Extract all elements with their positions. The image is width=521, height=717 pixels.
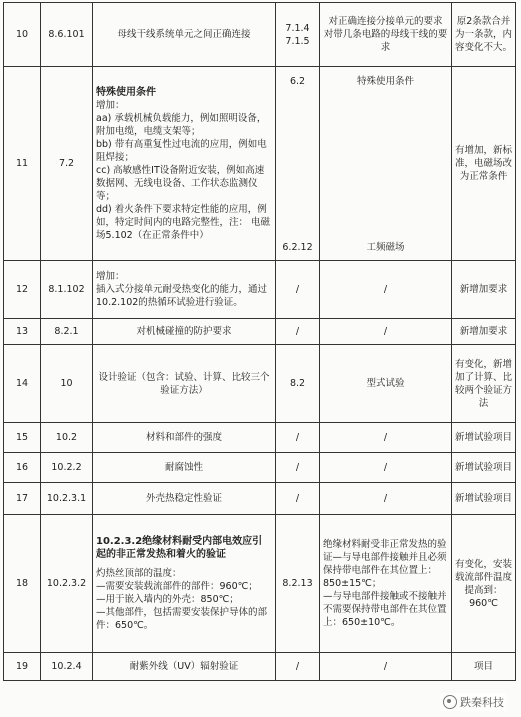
old-content-top: 特殊使用条件: [356, 76, 414, 87]
content-line: bb) 带有高重复性过电流的应用，例如电阻焊接；: [96, 138, 267, 163]
remark: 新增试验项目: [452, 423, 516, 453]
old-content-bottom: 工频磁场: [366, 242, 405, 253]
row-number: 13: [4, 319, 41, 345]
row-number: 17: [4, 483, 41, 515]
remark: 新增加要求: [452, 319, 516, 345]
remark: 有变化，新增加了计算、比较两个验证方法: [452, 345, 516, 423]
new-clause: 8.2.1: [41, 319, 93, 345]
table-row: [4, 3, 516, 67]
new-clause: 7.2: [41, 67, 93, 261]
old-content: /: [320, 453, 452, 483]
content-line: 增加：: [96, 99, 125, 111]
row-number: 10: [4, 3, 41, 67]
old-clause: /: [276, 319, 320, 345]
old-clause-top: 6.2: [289, 76, 306, 87]
row-number: 12: [4, 261, 41, 319]
remark: 项目: [452, 653, 516, 681]
watermark-text: 跌秦科技: [460, 696, 504, 709]
old-clause: /: [276, 261, 320, 319]
content-title: 特殊使用条件: [96, 86, 156, 98]
old-clause: 7.1.4 7.1.5: [276, 3, 320, 67]
remark: 有增加，新标准，电磁场改为正常条件: [452, 67, 516, 261]
row-number: 11: [4, 67, 41, 261]
old-content: [320, 67, 452, 261]
old-content: 型式试验: [320, 345, 452, 423]
new-clause: 10.2.4: [41, 653, 93, 681]
new-content: 外壳热稳定性验证: [93, 483, 276, 515]
table-row: [4, 67, 516, 261]
old-clause: 8.2.13: [276, 515, 320, 653]
new-clause: 10: [41, 345, 93, 423]
table-row: [4, 653, 516, 681]
row-number: 18: [4, 515, 41, 653]
watermark: [440, 693, 507, 711]
new-content: [93, 67, 276, 261]
old-content: 绝缘材料耐受非正常发热的验证—与导电部件接触并且必须保持带电部件在其位置上：850±15℃； —与导电部件接触或不接触并不需要保持带电部件在其位置上：650±10℃。: [320, 515, 452, 653]
content-line: aa) 承载机械负载能力，例如照明设备，附加电缆，电缆支架等；: [96, 112, 267, 137]
new-content: 增加： 插入式分接单元耐受热变化的能力，通过10.2.102的热循环试验进行验证。: [93, 261, 276, 319]
old-content: /: [320, 423, 452, 453]
content-line: —需要安装载流部件的部件：960℃；: [96, 581, 258, 592]
new-content: 母线干线系统单元之间正确连接: [93, 3, 276, 67]
new-clause: 10.2.3.2: [41, 515, 93, 653]
content-line: —其他部件，包括需要安装保护导体的部件：650℃。: [96, 607, 268, 631]
new-content: 材料和部件的强度: [93, 423, 276, 453]
remark: 新增加要求: [452, 261, 516, 319]
table-row: [4, 515, 516, 653]
old-content: 对正确连接分接单元的要求 对带几条电路的母线干线的要求: [320, 3, 452, 67]
old-clause: /: [276, 453, 320, 483]
old-clause: /: [276, 423, 320, 453]
new-content: [93, 515, 276, 653]
old-clause-bottom: 6.2.12: [282, 242, 313, 253]
remark: 新增试验项目: [452, 483, 516, 515]
old-content: /: [320, 653, 452, 681]
comparison-table: [3, 2, 516, 681]
old-content: /: [320, 261, 452, 319]
table-row: [4, 319, 516, 345]
new-content: 耐紫外线（UV）辐射验证: [93, 653, 276, 681]
content-line: cc) 高敏感性IT设备附近安装，例如高速数据网、无线电设备、工作状态监测仪等；: [96, 164, 265, 202]
content-title: 10.2.3.2绝缘材料耐受内部电效应引起的非正常发热和着火的验证: [96, 536, 263, 560]
old-clause: /: [276, 483, 320, 515]
content-line: 灼热丝顶部的温度：: [96, 568, 182, 579]
content-line: —用于嵌入墙内的外壳：850℃；: [96, 594, 239, 605]
remark: 有变化，安装载流部件温度提高到：960℃: [452, 515, 516, 653]
old-content: /: [320, 483, 452, 515]
remark: 原2条款合并为一条款，内容变化不大。: [452, 3, 516, 67]
old-content: /: [320, 319, 452, 345]
new-content: 设计验证（包含：试验、计算、比较三个验证方法）: [93, 345, 276, 423]
new-content: 对机械碰撞的防护要求: [93, 319, 276, 345]
new-clause: 10.2.3.1: [41, 483, 93, 515]
old-clause: /: [276, 653, 320, 681]
new-clause: 10.2.2: [41, 453, 93, 483]
table-row: [4, 453, 516, 483]
row-number: 15: [4, 423, 41, 453]
row-number: 19: [4, 653, 41, 681]
new-clause: 8.1.102: [41, 261, 93, 319]
table-row: [4, 261, 516, 319]
new-clause: 8.6.101: [41, 3, 93, 67]
old-clause: [276, 67, 320, 261]
table-row: [4, 345, 516, 423]
row-number: 14: [4, 345, 41, 423]
old-clause: 8.2: [276, 345, 320, 423]
new-clause: 10.2: [41, 423, 93, 453]
remark: 新增试验项目: [452, 453, 516, 483]
table-row: [4, 423, 516, 453]
content-line: dd) 着火条件下要求特定性能的应用，例如，特定时间内的电路完整性，注： 电磁场5.102（在正常条件中）: [96, 203, 271, 241]
new-content: 耐腐蚀性: [93, 453, 276, 483]
row-number: 16: [4, 453, 41, 483]
wechat-icon: [443, 695, 457, 709]
table-row: [4, 483, 516, 515]
